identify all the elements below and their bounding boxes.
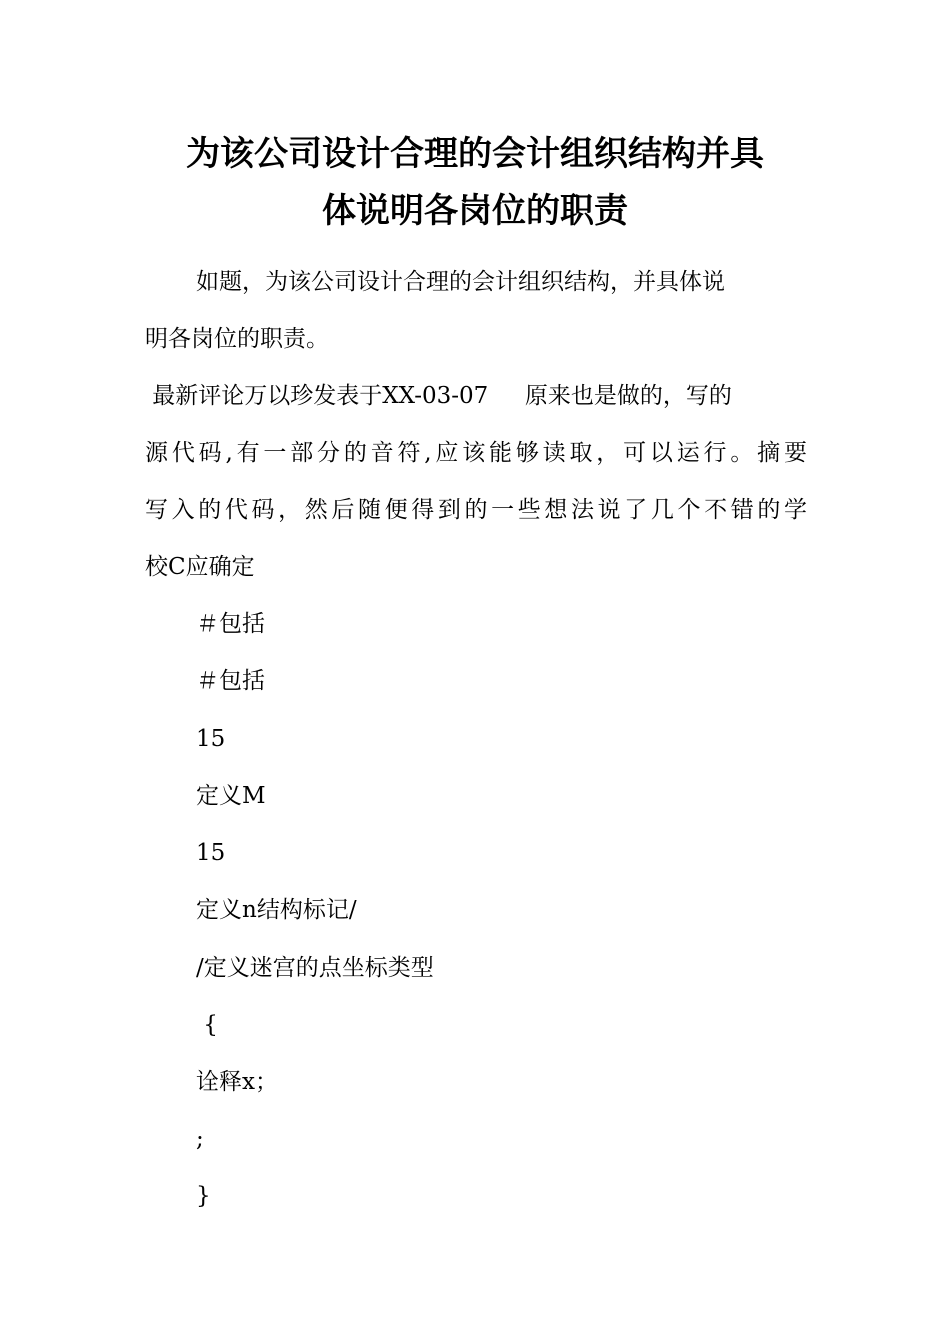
code-line: /定义迷宫的点坐标类型 — [196, 955, 434, 981]
code-line: ; — [196, 1126, 204, 1152]
comment-paragraph-line-2: 源代码,有一部分的音符,应该能够读取，可以运行。摘要 — [145, 440, 807, 466]
code-line: ＃包括 — [196, 668, 265, 694]
code-line: } — [196, 1183, 211, 1209]
code-line: 15 — [196, 726, 226, 752]
comment-paragraph-line-3: 写入的代码，然后随便得到的一些想法说了几个不错的学 — [145, 497, 807, 523]
intro-paragraph-line-2: 明各岗位的职责。 — [145, 326, 329, 352]
code-line: ＃包括 — [196, 611, 265, 637]
code-line: { — [196, 1012, 218, 1038]
comment-paragraph-line-1: 最新评论万以珍发表于XX-03-07 原来也是做的，写的 — [145, 383, 732, 409]
code-line: 定义n结构标记/ — [196, 897, 357, 923]
comment-paragraph-line-4: 校C应确定 — [145, 554, 255, 580]
document-title-line-1: 为该公司设计合理的会计组织结构并具 — [186, 134, 764, 174]
document-title-line-2: 体说明各岗位的职责 — [322, 191, 628, 231]
code-line: 15 — [196, 840, 226, 866]
code-line: 诠释x； — [196, 1069, 278, 1095]
intro-paragraph-line-1: 如题，为该公司设计合理的会计组织结构，并具体说 — [196, 269, 725, 295]
code-line: 定义M — [196, 783, 266, 809]
